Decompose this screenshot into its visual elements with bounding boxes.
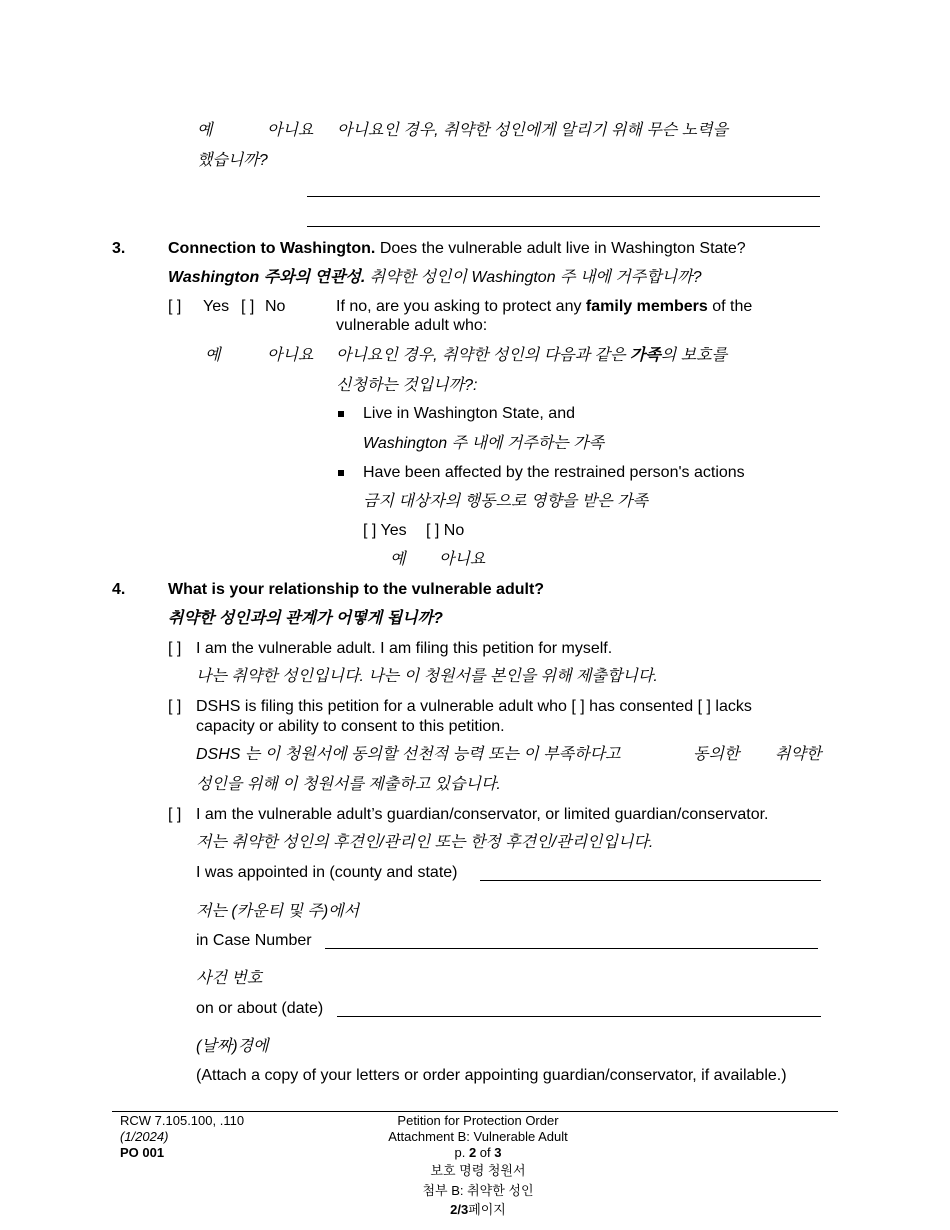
answer-line-1[interactable] — [307, 196, 820, 197]
q3-ifno-ko-line2: 신청하는 것입니까?: — [336, 377, 478, 394]
footer-page-pre: p. — [454, 1145, 469, 1160]
q3-yes-label: Yes — [203, 298, 230, 315]
q3-sub-yes-checkbox[interactable]: [ ] Yes — [363, 522, 407, 539]
q4-opt2-ko-c: 취약한 — [775, 746, 822, 763]
q4-opt2-ko-line2: 성인을 위해 이 청원서를 제출하고 있습니다. — [196, 776, 501, 793]
q3-ifno-ko-b: 의 보호를 — [660, 347, 728, 364]
footer-page-ko-suffix: 페이지 — [468, 1202, 506, 1217]
q4-opt1-ko: 나는 취약한 성인입니다. 나는 이 청원서를 본인을 위해 제출합니다. — [196, 668, 658, 685]
bullet-1-ko: Washington 주 내에 거주하는 가족 — [363, 435, 605, 452]
q3-yes-ko: 예 — [205, 347, 221, 364]
footer-page-total: 3 — [494, 1145, 502, 1160]
footer-attachment-ko: 첨부 B: 취약한 성인 — [422, 1183, 534, 1198]
effort-question-ko-cont: 했습니까? — [197, 152, 268, 169]
q4-opt2-checkbox[interactable]: [ ] — [168, 698, 182, 715]
q3-ifno-en-a: If no, are you asking to protect any — [336, 298, 586, 315]
q4-number: 4. — [112, 581, 126, 598]
q3-sub-yes-ko: 예 — [390, 551, 406, 568]
q4-opt2-consent-checkboxes[interactable]: [ ] has consented [ ] lacks — [571, 698, 752, 715]
q4-opt2-en-a: DSHS is filing this petition for a vulnerable adult who — [196, 698, 572, 715]
q4-opt2-en-line2: capacity or ability to consent to this petition. — [196, 718, 505, 735]
q4-title-ko: 취약한 성인과의 관계가 어떻게 됩니까? — [168, 610, 443, 627]
footer-page-ko — [328, 1199, 628, 1218]
q3-title-ko: Washington 주와의 연관성. — [168, 269, 366, 286]
q3-ifno-en-line2: vulnerable adult who: — [336, 317, 488, 334]
q3-ifno-en-b: of the — [707, 298, 753, 315]
q3-text-en: Does the vulnerable adult live in Washington State? — [375, 240, 746, 257]
footer-page-num: 2 — [468, 1145, 477, 1160]
q4-opt2-ko-b: 동의한 — [693, 746, 740, 763]
bullet-icon — [338, 470, 344, 476]
q4-opt1-en: I am the vulnerable adult. I am filing this petition for myself. — [196, 640, 613, 657]
q3-ifno-en-bold: family members — [585, 298, 708, 315]
yes-label-ko: 예 — [197, 122, 213, 139]
q3-number: 3. — [112, 240, 126, 257]
q3-title-en: Connection to Washington. — [168, 240, 376, 257]
q3-sub-no-checkbox[interactable]: [ ] No — [426, 522, 465, 539]
q4-opt3-en: I am the vulnerable adult’s guardian/conservator, or limited guardian/conservator. — [196, 806, 769, 823]
appointed-label-en: I was appointed in (county and state) — [196, 864, 458, 881]
q3-question-ko — [168, 264, 702, 287]
q3-no-label: No — [265, 298, 286, 315]
footer-page-ko-num: 2/3 — [450, 1202, 469, 1217]
footer-form-number: PO 001 — [120, 1145, 165, 1160]
case-number-input[interactable] — [325, 948, 818, 949]
q3-question-en — [168, 240, 746, 258]
q3-text-ko: 취약한 성인이 Washington 주 내에 거주합니까? — [365, 269, 702, 286]
q3-yes-checkbox[interactable]: [ ] — [168, 298, 182, 315]
q3-ifno-ko — [336, 342, 727, 365]
case-number-label-en: in Case Number — [196, 932, 312, 949]
bullet-1-en: Live in Washington State, and — [363, 405, 575, 422]
footer-divider — [112, 1111, 838, 1112]
footer-page — [328, 1145, 628, 1160]
answer-line-2[interactable] — [307, 226, 820, 227]
date-label-ko: (날짜)경에 — [196, 1038, 269, 1055]
date-input[interactable] — [337, 1016, 821, 1017]
footer-title-ko: 보호 명령 청원서 — [430, 1163, 526, 1178]
footer-attachment: Attachment B: Vulnerable Adult — [388, 1129, 568, 1144]
q4-opt2-en — [196, 698, 752, 716]
q3-no-checkbox[interactable]: [ ] — [241, 298, 255, 315]
no-label-ko: 아니요 — [267, 122, 314, 139]
q4-opt3-ko: 저는 취약한 성인의 후견인/관리인 또는 한정 후견인/관리인입니다. — [196, 834, 654, 851]
footer-rcw: RCW 7.105.100, .110 — [120, 1113, 245, 1128]
q4-opt1-checkbox[interactable]: [ ] — [168, 640, 182, 657]
footer-revision: (1/2024) — [120, 1129, 169, 1144]
q3-no-ko: 아니요 — [267, 347, 314, 364]
date-label-en: on or about (date) — [196, 1000, 324, 1017]
q4-opt2-ko-a: DSHS 는 이 청원서에 동의할 선천적 능력 또는 이 부족하다고 — [196, 746, 621, 763]
footer-page-of: of — [476, 1145, 495, 1160]
bullet-2-en: Have been affected by the restrained person's actions — [363, 464, 745, 481]
bullet-icon — [338, 411, 344, 417]
attach-note: (Attach a copy of your letters or order appointing guardian/conservator, if available.) — [196, 1067, 787, 1084]
case-number-label-ko: 사건 번호 — [196, 970, 263, 987]
q3-sub-no-ko: 아니요 — [439, 551, 486, 568]
q4-opt3-checkbox[interactable]: [ ] — [168, 806, 182, 823]
appointed-label-ko: 저는 (카운티 및 주)에서 — [196, 903, 360, 920]
appointed-input[interactable] — [480, 880, 821, 881]
q4-title-en: What is your relationship to the vulnerable adult? — [168, 581, 545, 598]
q3-ifno-ko-bold: 가족 — [629, 347, 661, 364]
effort-question-ko: 아니요인 경우, 취약한 성인에게 알리기 위해 무슨 노력을 — [337, 122, 729, 139]
q3-ifno-ko-a: 아니요인 경우, 취약한 성인의 다음과 같은 — [336, 347, 630, 364]
footer-title: Petition for Protection Order — [397, 1113, 559, 1128]
q3-ifno-en — [336, 298, 752, 316]
bullet-2-ko: 금지 대상자의 행동으로 영향을 받은 가족 — [363, 493, 648, 510]
